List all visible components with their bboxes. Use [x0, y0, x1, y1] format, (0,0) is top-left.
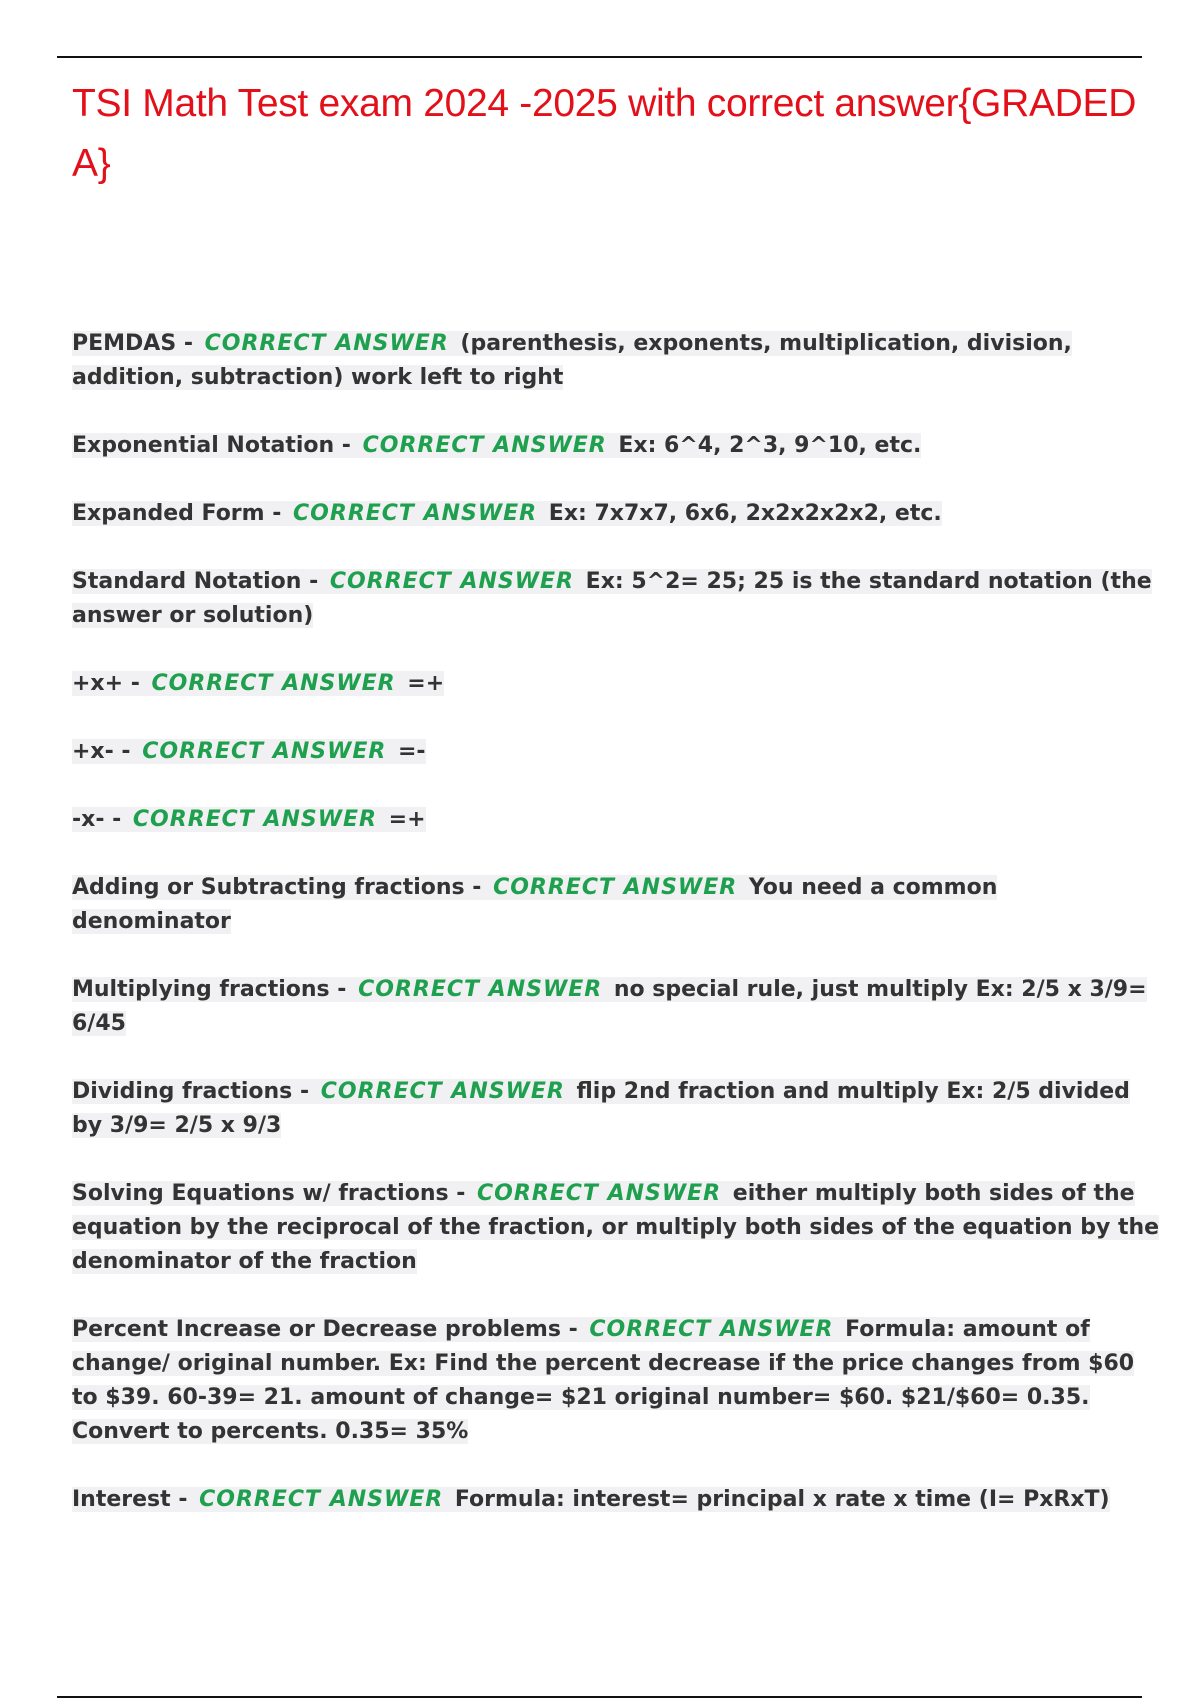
entry-definition: =+: [407, 671, 445, 696]
correct-answer-label: CORRECT ANSWER: [199, 1487, 444, 1512]
entry-definition: (parenthesis, exponents, multiplication, division, addition, subtraction) work left to right: [72, 331, 1072, 390]
entry-definition: You need a common denominator: [72, 875, 998, 934]
entry-term: +x- -: [72, 739, 139, 764]
correct-answer-label: CORRECT ANSWER: [151, 671, 396, 696]
flashcard-entry: [72, 667, 1162, 701]
top-divider: [57, 56, 1142, 58]
flashcard-entry: [72, 1313, 1162, 1449]
correct-answer-label: CORRECT ANSWER: [320, 1079, 565, 1104]
entry-term: Percent Increase or Decrease problems -: [72, 1317, 586, 1342]
entry-definition: Ex: 5^2= 25; 25 is the standard notation (the answer or solution): [72, 569, 1152, 628]
flashcard-entry: [72, 1483, 1162, 1517]
entry-term: PEMDAS -: [72, 331, 201, 356]
correct-answer-label: CORRECT ANSWER: [142, 739, 387, 764]
correct-answer-label: CORRECT ANSWER: [362, 433, 607, 458]
entry-term: Solving Equations w/ fractions -: [72, 1181, 474, 1206]
document-title: TSI Math Test exam 2024 -2025 with correct answer{GRADED A}: [72, 82, 1137, 185]
flashcard-entry: [72, 429, 1162, 463]
entry-term: -x- -: [72, 807, 129, 832]
entry-definition: =+: [388, 807, 426, 832]
correct-answer-label: CORRECT ANSWER: [329, 569, 574, 594]
entry-term: Dividing fractions -: [72, 1079, 317, 1104]
entry-term: Expanded Form -: [72, 501, 290, 526]
flashcard-entry: [72, 565, 1162, 633]
flashcard-entry: [72, 871, 1162, 939]
entry-definition: Formula: interest= principal x rate x time (I= PxRxT): [454, 1487, 1110, 1512]
correct-answer-label: CORRECT ANSWER: [358, 977, 603, 1002]
entry-definition: =-: [397, 739, 426, 764]
entry-definition: flip 2nd fraction and multiply Ex: 2/5 divided by 3/9= 2/5 x 9/3: [72, 1079, 1130, 1138]
entry-term: Adding or Subtracting fractions -: [72, 875, 490, 900]
entry-definition: Ex: 6^4, 2^3, 9^10, etc.: [618, 433, 922, 458]
bottom-divider: [57, 1696, 1142, 1698]
correct-answer-label: CORRECT ANSWER: [132, 807, 377, 832]
entry-definition: no special rule, just multiply Ex: 2/5 x 3/9= 6/45: [72, 977, 1147, 1036]
flashcard-entry: [72, 327, 1162, 395]
entry-definition: Ex: 7x7x7, 6x6, 2x2x2x2x2, etc.: [548, 501, 942, 526]
flashcard-entry: [72, 1075, 1162, 1143]
flashcard-entry: [72, 1177, 1162, 1279]
correct-answer-label: CORRECT ANSWER: [204, 331, 449, 356]
flashcard-list: [72, 327, 1162, 1551]
entry-term: Multiplying fractions -: [72, 977, 355, 1002]
entry-term: Standard Notation -: [72, 569, 326, 594]
entry-term: Exponential Notation -: [72, 433, 359, 458]
correct-answer-label: CORRECT ANSWER: [589, 1317, 834, 1342]
flashcard-entry: [72, 973, 1162, 1041]
entry-definition: either multiply both sides of the equation by the reciprocal of the fraction, or multiply both sides of the equation by the denominator of the fraction: [72, 1181, 1160, 1274]
correct-answer-label: CORRECT ANSWER: [293, 501, 538, 526]
entry-term: +x+ -: [72, 671, 148, 696]
entry-term: Interest -: [72, 1487, 196, 1512]
flashcard-entry: [72, 735, 1162, 769]
correct-answer-label: CORRECT ANSWER: [493, 875, 738, 900]
flashcard-entry: [72, 497, 1162, 531]
entry-definition: Formula: amount of change/ original number. Ex: Find the percent decrease if the price changes from $60 to $39. 60-39= 21. amount of change= $21 original number= $60. $21/$60= 0.35. Convert to percents. 0.35= 35%: [72, 1317, 1135, 1444]
correct-answer-label: CORRECT ANSWER: [477, 1181, 722, 1206]
flashcard-entry: [72, 803, 1162, 837]
